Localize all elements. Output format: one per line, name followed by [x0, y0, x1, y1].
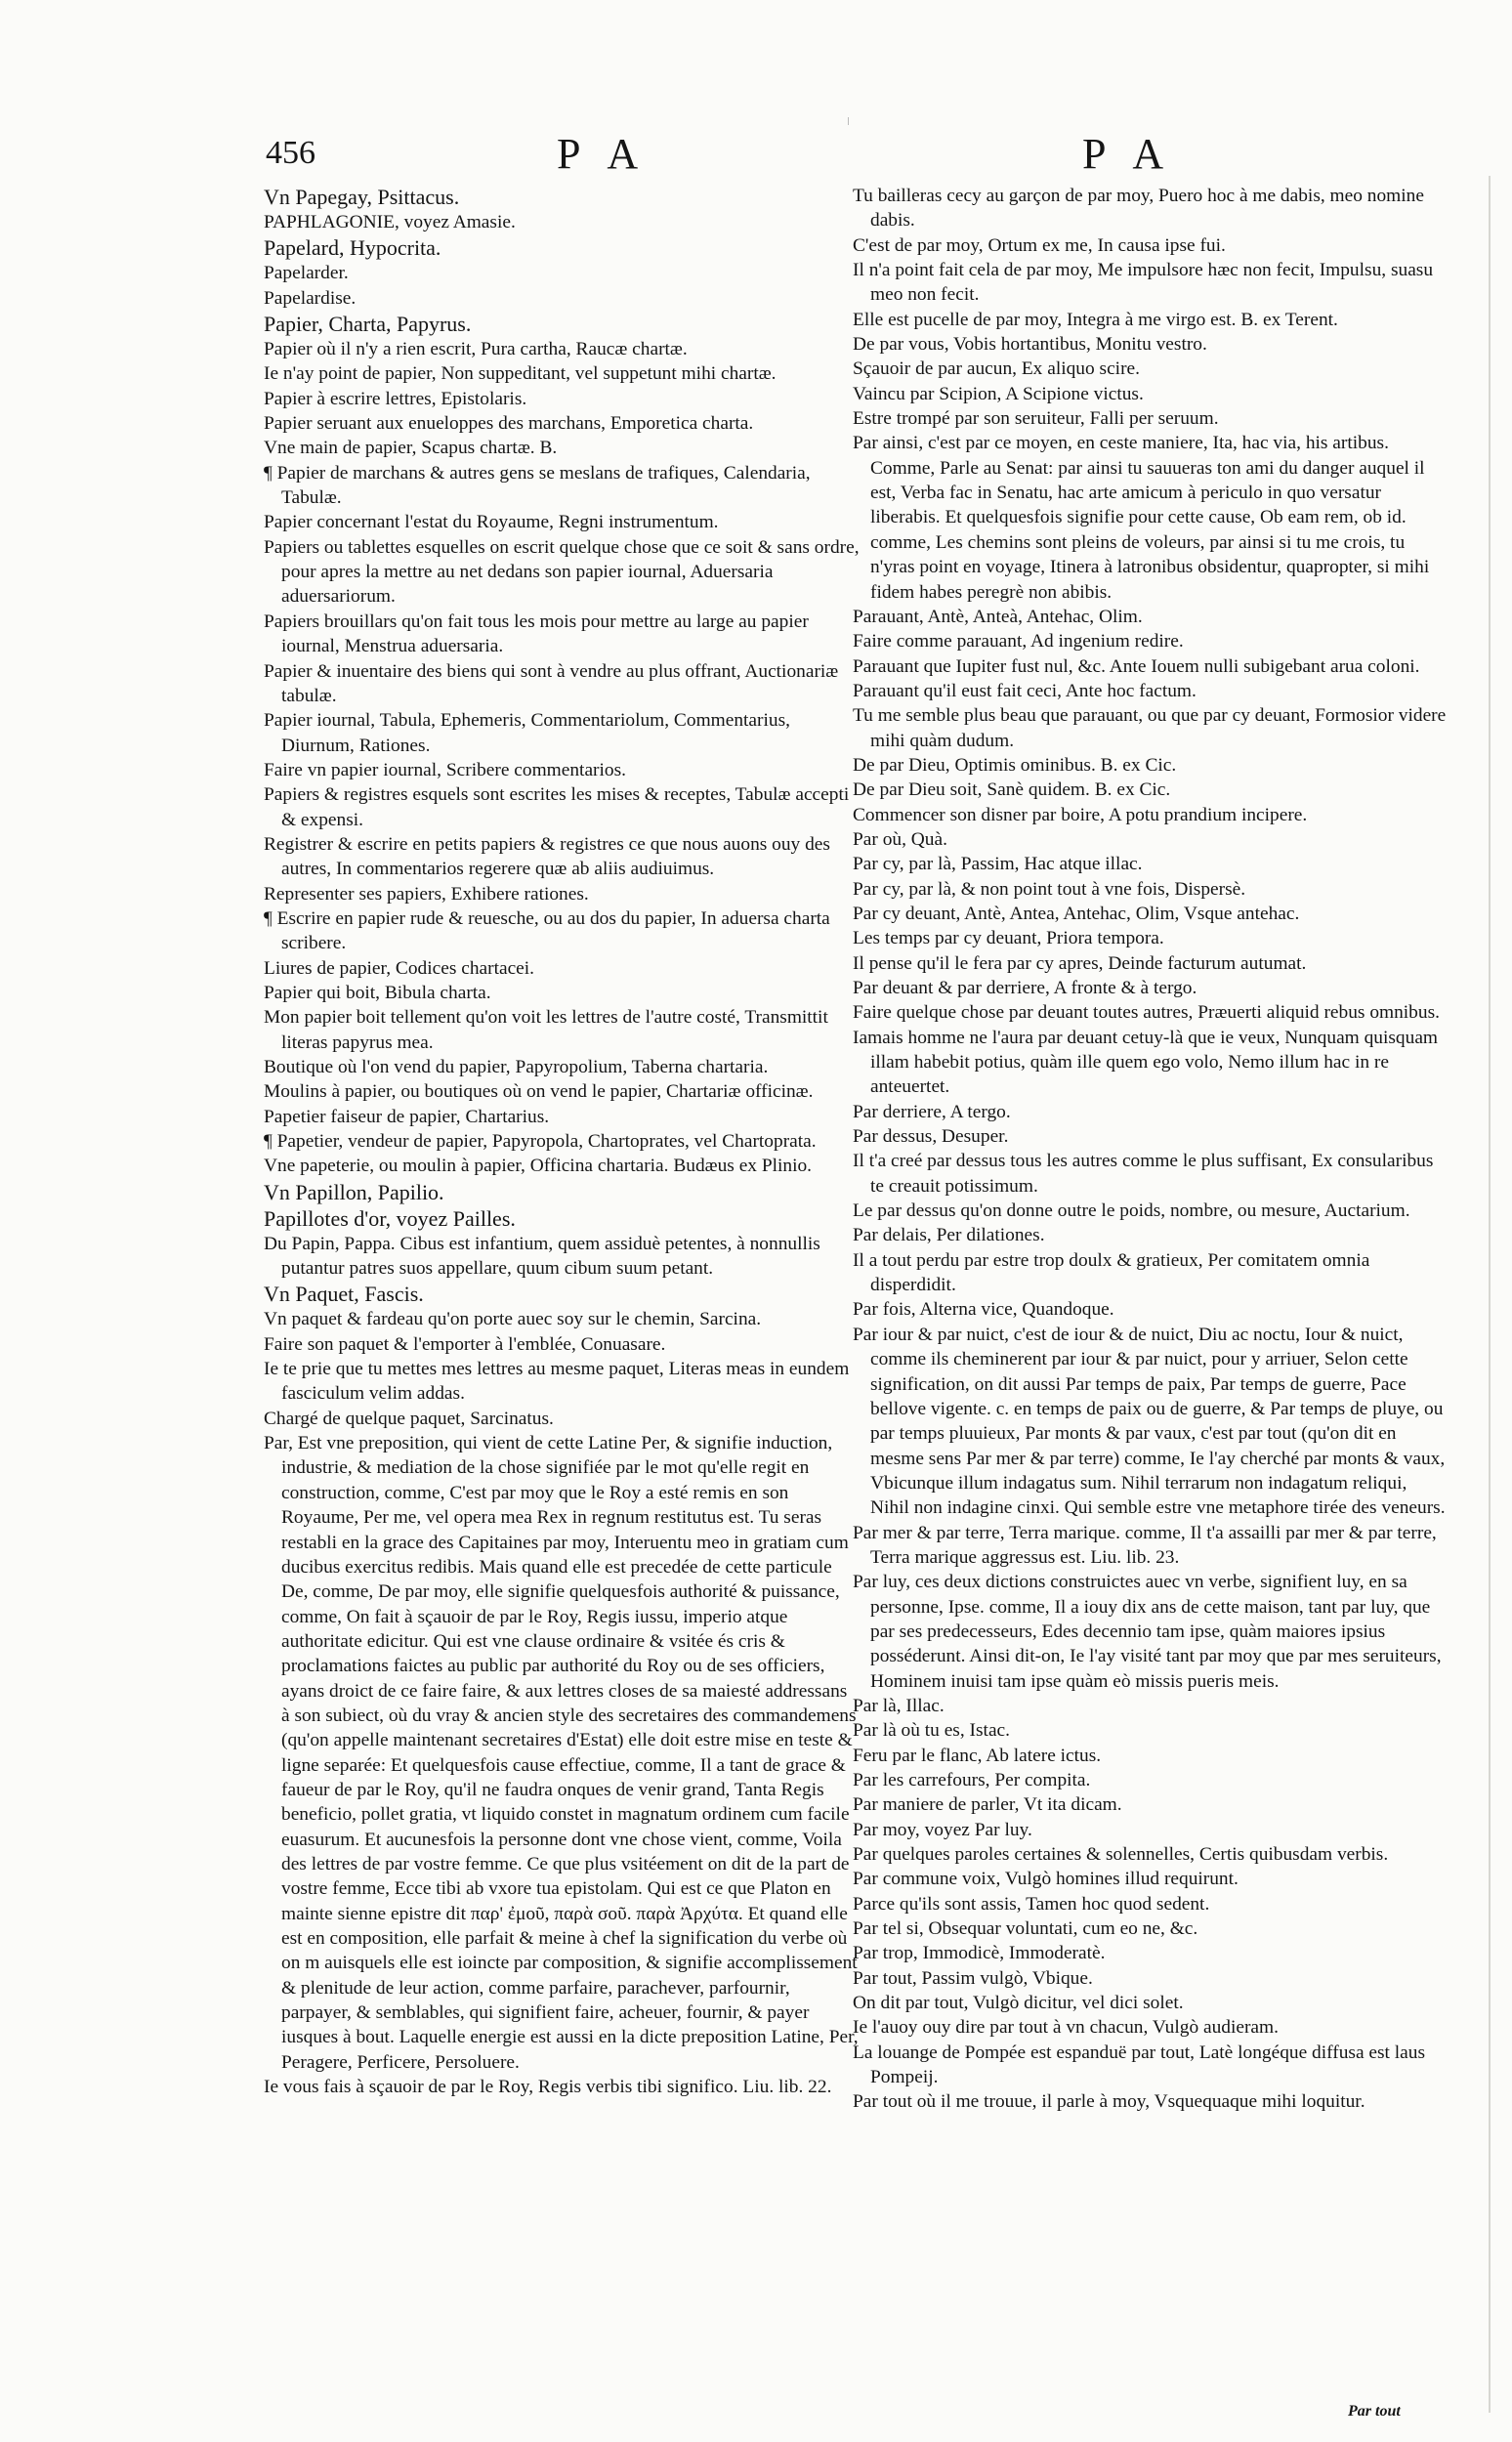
dictionary-entry: Il t'a creé par dessus tous les autres comme le plus suffisant, Ex consularibus te creauit potissimum. — [853, 1151, 1434, 1197]
dictionary-entry: Parauant que Iupiter fust nul, &c. Ante Iouem nulli subigebant arua coloni. — [853, 655, 1420, 677]
dictionary-entry: Vn Paquet, Fascis. — [264, 1282, 424, 1307]
dictionary-entry: Tu me semble plus beau que parauant, ou que par cy deuant, Formosior videre mihi quàm dudum. — [853, 705, 1447, 751]
dictionary-entry: Chargé de quelque paquet, Sarcinatus. — [264, 1408, 554, 1429]
catchword: Par tout — [1348, 2403, 1401, 2420]
page-number: 456 — [266, 135, 315, 171]
dictionary-entry: De par Dieu, Optimis ominibus. B. ex Cic. — [853, 754, 1177, 776]
dictionary-entry: Par mer & par terre, Terra marique. comme, Il t'a assailli par mer & par terre, Terra marique aggressus est. Liu. lib. 23. — [853, 1522, 1437, 1568]
dictionary-entry: Par derriere, A tergo. — [853, 1101, 1011, 1122]
dictionary-entry: Ie te prie que tu mettes mes lettres au mesme paquet, Literas meas in eundem fasciculum velim addas. — [264, 1359, 850, 1405]
dictionary-entry: Par deuant & par derriere, A fronte & à tergo. — [853, 978, 1197, 998]
dictionary-entry: Papetier faiseur de papier, Chartarius. — [264, 1106, 550, 1127]
dictionary-entry: Par luy, ces deux dictions construictes auec vn verbe, signifient luy, en sa personne, Ipse. comme, Il a iouy dix ans de cette maison, tant par luy, que par ses predecesseurs, Edes decennio tam ipse, quàm maiores ipsius posséderunt. Ainsi dit-on, Ie l'ay visité tant par moy que par mes seruiteurs, Hominem inuisi tam ipse quàm eò missis pueris meis. — [853, 1572, 1442, 1692]
dictionary-entry: Moulins à papier, ou boutiques où on vend le papier, Chartariæ officinæ. — [264, 1081, 814, 1103]
dictionary-entry: Papier seruant aux enueloppes des marchans, Emporetica charta. — [264, 413, 754, 435]
dictionary-entry: Iamais homme ne l'aura par deuant cetuy-là que ie veux, Nunquam quisquam illam habebit potius, quàm ille quem ego volo, Nemo illum hac in re anteuertet. — [853, 1027, 1439, 1098]
dictionary-entry: Par ainsi, c'est par ce moyen, en ceste maniere, Ita, hac via, his artibus. Comme, Parle au Senat: par ainsi tu sauueras ton ami du danger auquel il est, Verba fac in Senatu, hac arte amicum à periculo in quo versatur liberabis. Et quelquesfois signifie pour cette cause, Ob eam rem, ob id. comme, Les chemins sont pleins de voleurs, par ainsi si tu me crois, tu n'yras point en voyage, Itinera à latronibus obsidentur, quapropter, si mihi fidem habes peregrè non abibis. — [853, 433, 1430, 603]
dictionary-entry: De par vous, Vobis hortantibus, Monitu vestro. — [853, 334, 1207, 356]
dictionary-entry: Vn Papegay, Psittacus. — [264, 185, 460, 209]
dictionary-entry: Le par dessus qu'on donne outre le poids, nombre, ou mesure, Auctarium. — [853, 1200, 1410, 1222]
dictionary-entry: Papier où il n'y a rien escrit, Pura cartha, Raucæ chartæ. — [264, 339, 688, 360]
dictionary-entry: Estre trompé par son seruiteur, Falli per seruum. — [853, 408, 1219, 430]
running-head-left: P A — [557, 130, 649, 178]
dictionary-entry: Vne main de papier, Scapus chartæ. B. — [264, 438, 558, 459]
dictionary-entry: Registrer & escrire en petits papiers & registres ce que nous auons ouy des autres, In commentarios regerere quæ ab aliis audiuimus. — [264, 833, 830, 880]
dictionary-entry: Par tel si, Obsequar voluntati, cum eo ne, &c. — [853, 1918, 1198, 1940]
dictionary-entry: Ie l'auoy ouy dire par tout à vn chacun, Vulgò audieram. — [853, 2017, 1279, 2039]
dictionary-entry: Par cy, par là, & non point tout à vne fois, Dispersè. — [853, 878, 1246, 900]
dictionary-entry: Par iour & par nuict, c'est de iour & de nuict, Diu ac noctu, Iour & nuict, comme ils cheminerent par iour & par nuict, pour y arriuer, Selon cette signification, on dit aussi Par temps de paix, Par temps de guerre, Pace bellove vigente. c. en temps de paix ou de guerre, & Par temps de pluye, ou par temps pluuieux, Par monts & par vaux, c'est par tout (qu'on dit en mesme sens Par mer & par terre) comme, Ie l'ay cherché par monts & vaux, Vbicunque illum indagatus sum. Nihil terrarum non indagatum reliqui, Nihil non indagine cinxi. Qui semble estre vne metaphore tirée des veneurs. — [853, 1324, 1446, 1519]
dictionary-entry: Commencer son disner par boire, A potu prandium incipere. — [853, 804, 1308, 825]
dictionary-entry: PAPHLAGONIE, voyez Amasie. — [264, 212, 516, 232]
dictionary-entry: Par commune voix, Vulgò homines illud requirunt. — [853, 1869, 1239, 1890]
dictionary-entry: Parauant, Antè, Anteà, Antehac, Olim. — [853, 606, 1143, 627]
dictionary-entry: Vaincu par Scipion, A Scipione victus. — [853, 383, 1144, 404]
dictionary-entry: Par moy, voyez Par luy. — [853, 1819, 1032, 1840]
dictionary-entry: Par quelques paroles certaines & solennelles, Certis quibusdam verbis. — [853, 1844, 1389, 1866]
dictionary-entry: Faire quelque chose par deuant toutes autres, Præuerti aliquid rebus omnibus. — [853, 1002, 1440, 1024]
left-column — [264, 184, 860, 2099]
center-mark — [848, 117, 849, 125]
right-column — [853, 184, 1449, 2115]
dictionary-entry: Tu bailleras cecy au garçon de par moy, Puero hoc à me dabis, meo nomine dabis. — [853, 186, 1424, 232]
dictionary-entry: Par delais, Per dilationes. — [853, 1225, 1045, 1246]
dictionary-entry: Papier à escrire lettres, Epistolaris. — [264, 388, 527, 409]
dictionary-entry: Faire comme parauant, Ad ingenium redire. — [853, 631, 1184, 653]
dictionary-entry: Elle est pucelle de par moy, Integra à me virgo est. B. ex Terent. — [853, 309, 1338, 330]
dictionary-entry: Il n'a point fait cela de par moy, Me impulsore hæc non fecit, Impulsu, suasu meo non fecit. — [853, 260, 1434, 306]
dictionary-entry: La louange de Pompée est espanduë par tout, Latè longéque diffusa est laus Pompeij. — [853, 2042, 1426, 2088]
dictionary-entry: Liures de papier, Codices chartacei. — [264, 957, 535, 979]
dictionary-entry: Papier concernant l'estat du Royaume, Regni instrumentum. — [264, 512, 719, 533]
dictionary-entry: Par tout où il me trouue, il parle à moy, Vsquequaque mihi loquitur. — [853, 2091, 1365, 2113]
dictionary-entry: Papier qui boit, Bibula charta. — [264, 982, 491, 1003]
dictionary-entry: Par là, Illac. — [853, 1695, 945, 1716]
dictionary-entry: Par cy deuant, Antè, Antea, Antehac, Olim, Vsque antehac. — [853, 903, 1300, 924]
dictionary-entry: ¶ Papier de marchans & autres gens se meslans de trafiques, Calendaria, Tabulæ. — [264, 462, 811, 509]
dictionary-entry: Par les carrefours, Per compita. — [853, 1770, 1091, 1790]
dictionary-entry: Par trop, Immodicè, Immoderatè. — [853, 1943, 1106, 1964]
dictionary-entry: Par où, Quà. — [853, 828, 947, 850]
dictionary-entry: C'est de par moy, Ortum ex me, In causa ipse fui. — [853, 234, 1226, 256]
dictionary-entry: Les temps par cy deuant, Priora tempora. — [853, 928, 1164, 949]
dictionary-entry: Papelarder. — [264, 263, 349, 284]
dictionary-entry: ¶ Papetier, vendeur de papier, Papyropola, Chartoprates, vel Chartoprata. — [264, 1131, 817, 1153]
dictionary-entry: Papier & inuentaire des biens qui sont à vendre au plus offrant, Auctionariæ tabulæ. — [264, 660, 839, 706]
dictionary-entry: Ie n'ay point de papier, Non suppeditant, vel suppetunt mihi chartæ. — [264, 363, 777, 385]
dictionary-entry: Boutique où l'on vend du papier, Papyropolium, Taberna chartaria. — [264, 1057, 769, 1077]
dictionary-entry: Parauant qu'il eust fait ceci, Ante hoc factum. — [853, 680, 1197, 701]
gutter-shadow — [1489, 176, 1491, 2413]
dictionary-entry: Papier, Charta, Papyrus. — [264, 312, 472, 337]
dictionary-entry: Par tout, Passim vulgò, Vbique. — [853, 1967, 1093, 1989]
dictionary-entry: Papillotes d'or, voyez Pailles. — [264, 1205, 516, 1231]
dictionary-entry: Du Papin, Pappa. Cibus est infantium, quem assiduè petentes, à nonnullis putantur patres suos appellare, quum cibum suum petant. — [264, 1233, 820, 1280]
dictionary-entry: Papelardise. — [264, 287, 357, 309]
running-head-right: P A — [1082, 130, 1174, 178]
dictionary-entry: Representer ses papiers, Exhibere rationes. — [264, 883, 589, 905]
dictionary-entry: On dit par tout, Vulgò dicitur, vel dici solet. — [853, 1993, 1184, 2014]
dictionary-entry: Faire son paquet & l'emporter à l'emblée, Conuasare. — [264, 1333, 666, 1355]
dictionary-entry: De par Dieu soit, Sanè quidem. B. ex Cic. — [853, 779, 1171, 801]
dictionary-entry: Papier iournal, Tabula, Ephemeris, Commentariolum, Commentarius, Diurnum, Rationes. — [264, 710, 790, 756]
dictionary-entry: Sçauoir de par aucun, Ex aliquo scire. — [853, 358, 1140, 380]
dictionary-entry: Mon papier boit tellement qu'on voit les lettres de l'autre costé, Transmittit literas papyrus mea. — [264, 1007, 828, 1053]
dictionary-entry: Vn paquet & fardeau qu'on porte auec soy sur le chemin, Sarcina. — [264, 1309, 762, 1330]
dictionary-entry: ¶ Escrire en papier rude & reuesche, ou au dos du papier, In aduersa charta scribere. — [264, 907, 830, 954]
dictionary-entry: Par là où tu es, Istac. — [853, 1720, 1011, 1742]
dictionary-entry: Papiers brouillars qu'on fait tous les mois pour mettre au large au papier iournal, Menstrua aduersaria. — [264, 610, 809, 657]
dictionary-entry: Feru par le flanc, Ab latere ictus. — [853, 1745, 1102, 1766]
dictionary-entry: Faire vn papier iournal, Scribere commentarios. — [264, 759, 626, 780]
dictionary-entry: Il pense qu'il le fera par cy apres, Deinde facturum autumat. — [853, 952, 1307, 974]
dictionary-entry: Par maniere de parler, Vt ita dicam. — [853, 1794, 1122, 1816]
dictionary-entry: Par cy, par là, Passim, Hac atque illac. — [853, 854, 1143, 875]
dictionary-entry: Vne papeterie, ou moulin à papier, Officina chartaria. Budæus ex Plinio. — [264, 1156, 813, 1177]
dictionary-entry: Par dessus, Desuper. — [853, 1126, 1009, 1148]
dictionary-entry: Papiers ou tablettes esquelles on escrit quelque chose que ce soit & sans ordre, pour apres la mettre au net dedans son papier iournal, Aduersaria aduersariorum. — [264, 536, 860, 608]
dictionary-entry: Parce qu'ils sont assis, Tamen hoc quod sedent. — [853, 1893, 1210, 1915]
dictionary-entry: Papelard, Hypocrita. — [264, 235, 441, 261]
dictionary-entry: Ie vous fais à sçauoir de par le Roy, Regis verbis tibi significo. Liu. lib. 22. — [264, 2077, 832, 2098]
dictionary-entry: Par, Est vne preposition, qui vient de cette Latine Per, & signifie induction, industrie, & mediation de la chose signifiée par le mot qu'elle regit en construction, comme, C'est par moy que le Roy a esté remis en son Royaume, Per me, vel opera mea Rex in regnum restitutus est. Tu seras restabli en la grace des Capitaines par moy, Interuentu meo in gratiam cum ducibus exercitus redibis. Mais quand elle est precedée de cette particule De, comme, De par moy, elle signifie quelquesfois authorité & puissance, comme, On fait à sçauoir de par le Roy, Regis iussu, imperio atque authoritate edicitur. Qui est vne clause ordinaire & vsitée és cris & proclamations faictes au public par authorité du Roy ou de ses officiers, ayans droict de ce faire faire, & aux lettres closes de sa maiesté addressans à son subiect, où du vray & ancien style des secretaires des commandemens (qu'on appelle maintenant secretaires d'Estat) elle doit estre mise en teste & ligne separée: Et quelquesfois cause effectiue, comme, Il a tant de grace & faueur de par le Roy, qu'il ne faudra onques de venir grand, Tanta Regis beneficio, pollet gratia, vt liquido constet in magnatum ordinem cum facile euasurum. Et aucunesfois la personne dont vne chose vient, comme, Voila des lettres de par vostre femme. Ce que plus vsitéement on dit de la part de vostre femme, Ecce tibi ab vxore tua epistolam. Qui est ce que Platon en mainte sienne epistre dit παρ' ἐμοῦ, παρὰ σοῦ. παρὰ Ἀρχύτα. Et quand elle est en composition, elle parfait & meine à chef la signification du verbe où on m auisquels elle est ioincte par composition, & signifie accomplissement & plenitude de leur action, comme parfaire, parachever, parfournir, parpayer, & semblables, qui signifient faire, acheuer, fournir, & payer iusques à bout. Laquelle energie est aussi en la dicte preposition Latine, Per, Peragere, Perficere, Persoluere. — [264, 1433, 859, 2073]
dictionary-entry: Vn Papillon, Papilio. — [264, 1179, 444, 1204]
dictionary-entry: Par fois, Alterna vice, Quandoque. — [853, 1299, 1114, 1321]
dictionary-entry: Il a tout perdu par estre trop doulx & gratieux, Per comitatem omnia disperdidit. — [853, 1249, 1370, 1296]
dictionary-entry: Papiers & registres esquels sont escrites les mises & receptes, Tabulæ accepti & expensi. — [264, 784, 850, 830]
